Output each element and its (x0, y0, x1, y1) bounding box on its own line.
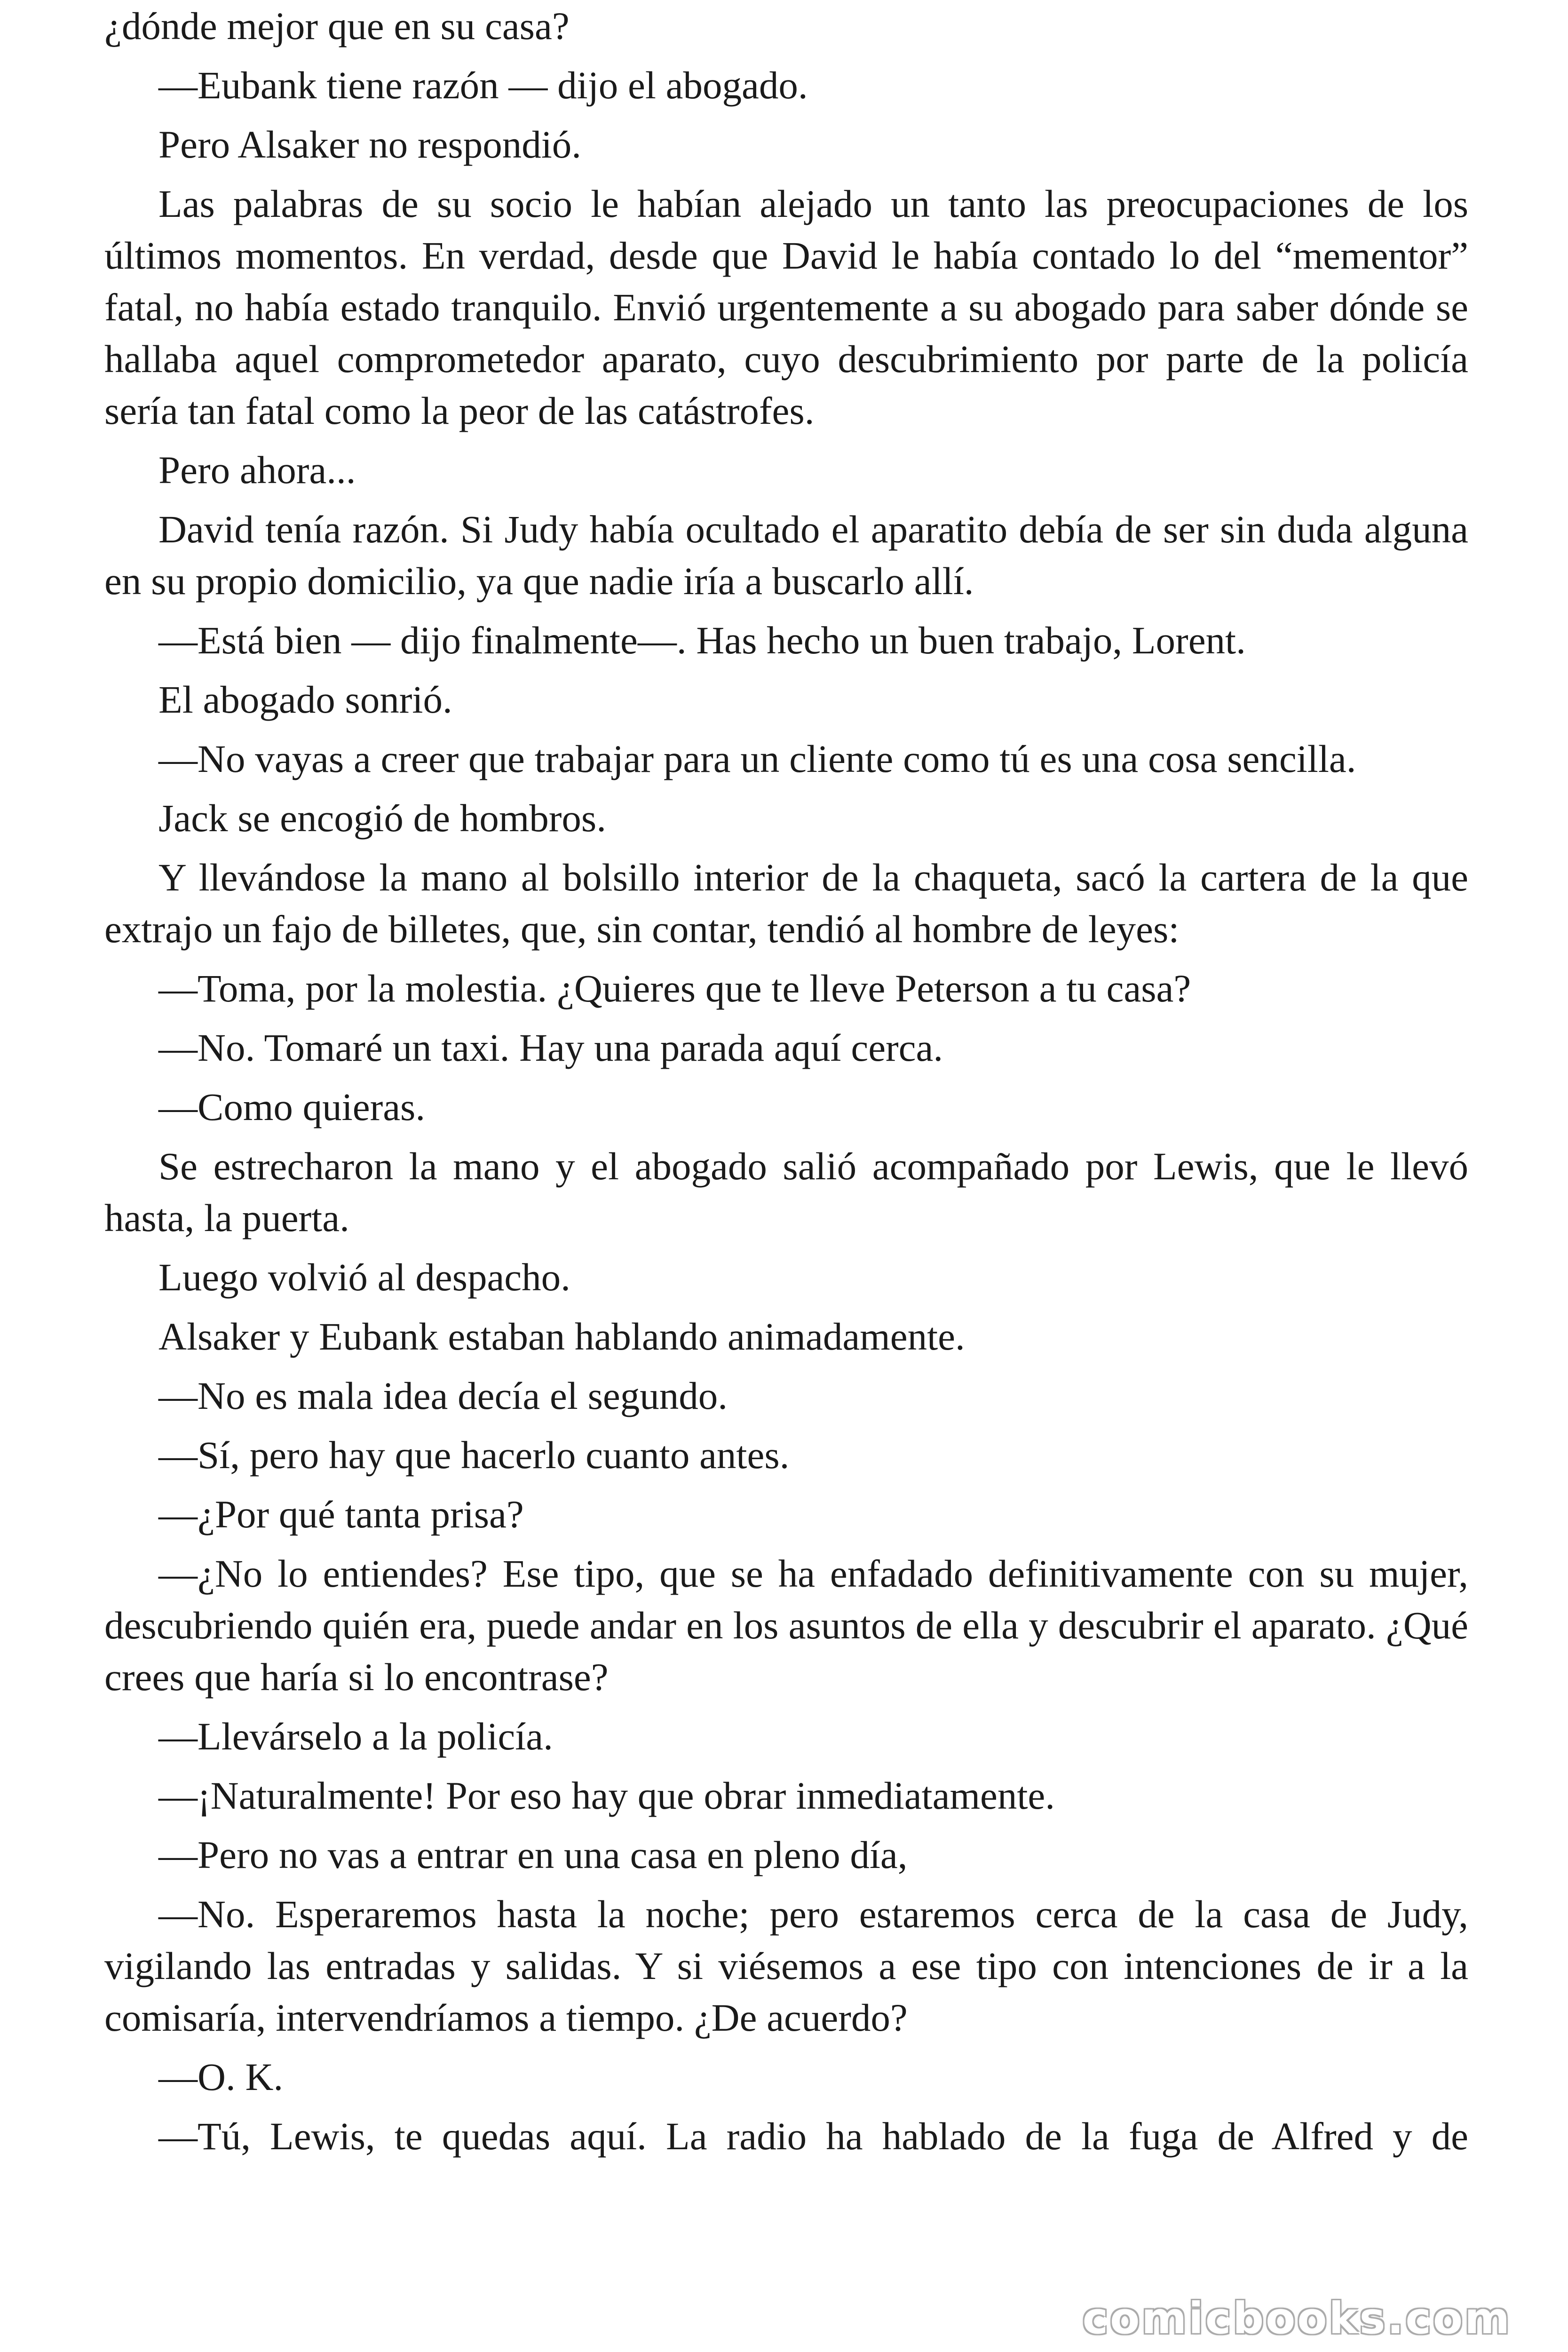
paragraph: —No. Tomaré un taxi. Hay una parada aquí cerca. (158, 1026, 943, 1069)
paragraph: El abogado sonrió. (158, 678, 452, 721)
paragraph: —Sí, pero hay que hacerlo cuanto antes. (158, 1433, 790, 1477)
paragraph: —Está bien — dijo finalmente—. Has hecho un buen trabajo, Lorent. (158, 619, 1246, 662)
paragraph: —Pero no vas a entrar en una casa en pleno día, (158, 1833, 908, 1876)
paragraph: —Llevárselo a la policía. (158, 1715, 553, 1758)
paragraph: —No es mala idea decía el segundo. (158, 1374, 728, 1417)
paragraph: Alsaker y Eubank estaban hablando animadamente. (158, 1315, 965, 1358)
paragraph: —¿No lo entiendes? Ese tipo, que se ha enfadado definitivamente con su mujer, descubriendo quién era, puede andar en los asuntos de ella y descubrir el aparato. ¿Qué crees que haría si lo encontrase? (104, 1552, 1468, 1699)
paragraph: Pero Alsaker no respondió. (158, 123, 582, 166)
page-text (104, 0, 1468, 2169)
paragraph: David tenía razón. Si Judy había ocultado el aparatito debía de ser sin duda alguna en su propio domicilio, ya que nadie iría a buscarlo allí. (104, 508, 1468, 603)
paragraph: —No. Esperaremos hasta la noche; pero estaremos cerca de la casa de Judy, vigilando las entradas y salidas. Y si viésemos a ese tipo con intenciones de ir a la comisaría, intervendríamos a tiempo. ¿De acuerdo? (104, 1892, 1468, 2039)
paragraph: —No vayas a creer que trabajar para un cliente como tú es una cosa sencilla. (158, 737, 1356, 780)
paragraph: Luego volvió al despacho. (158, 1255, 570, 1299)
paragraph: —Como quieras. (158, 1085, 426, 1128)
paragraph: Jack se encogió de hombros. (158, 796, 606, 840)
paragraph: —Toma, por la molestia. ¿Quieres que te lleve Peterson a tu casa? (158, 967, 1191, 1010)
paragraph: Se estrecharon la mano y el abogado salió acompañado por Lewis, que le llevó hasta, la puerta. (104, 1144, 1468, 1240)
paragraph: Y llevándose la mano al bolsillo interior de la chaqueta, sacó la cartera de la que extrajo un fajo de billetes, que, sin contar, tendió al hombre de leyes: (104, 856, 1468, 951)
paragraph: —Eubank tiene razón — dijo el abogado. (158, 64, 808, 107)
paragraph: Pero ahora... (158, 448, 356, 492)
paragraph: —Tú, Lewis, te quedas aquí. La radio ha hablado de la fuga de Alfred y de (158, 2114, 1468, 2158)
paragraph: —¿Por qué tanta prisa? (158, 1493, 524, 1536)
paragraph: Las palabras de su socio le habían alejado un tanto las preocupaciones de los últimos momentos. En verdad, desde que David le había contado lo del “mementor” fatal, no había estado tranquilo. Envió urgentemente a su abogado para saber dónde se hallaba aquel comprometedor aparato, cuyo descubrimiento por parte de la policía sería tan fatal como la peor de las catástrofes. (104, 182, 1468, 432)
paragraph: —O. K. (158, 2055, 284, 2098)
paragraph: —¡Naturalmente! Por eso hay que obrar inmediatamente. (158, 1774, 1055, 1817)
watermark: comicbooks.com (1082, 2293, 1512, 2344)
paragraph: ¿dónde mejor que en su casa? (104, 4, 570, 48)
